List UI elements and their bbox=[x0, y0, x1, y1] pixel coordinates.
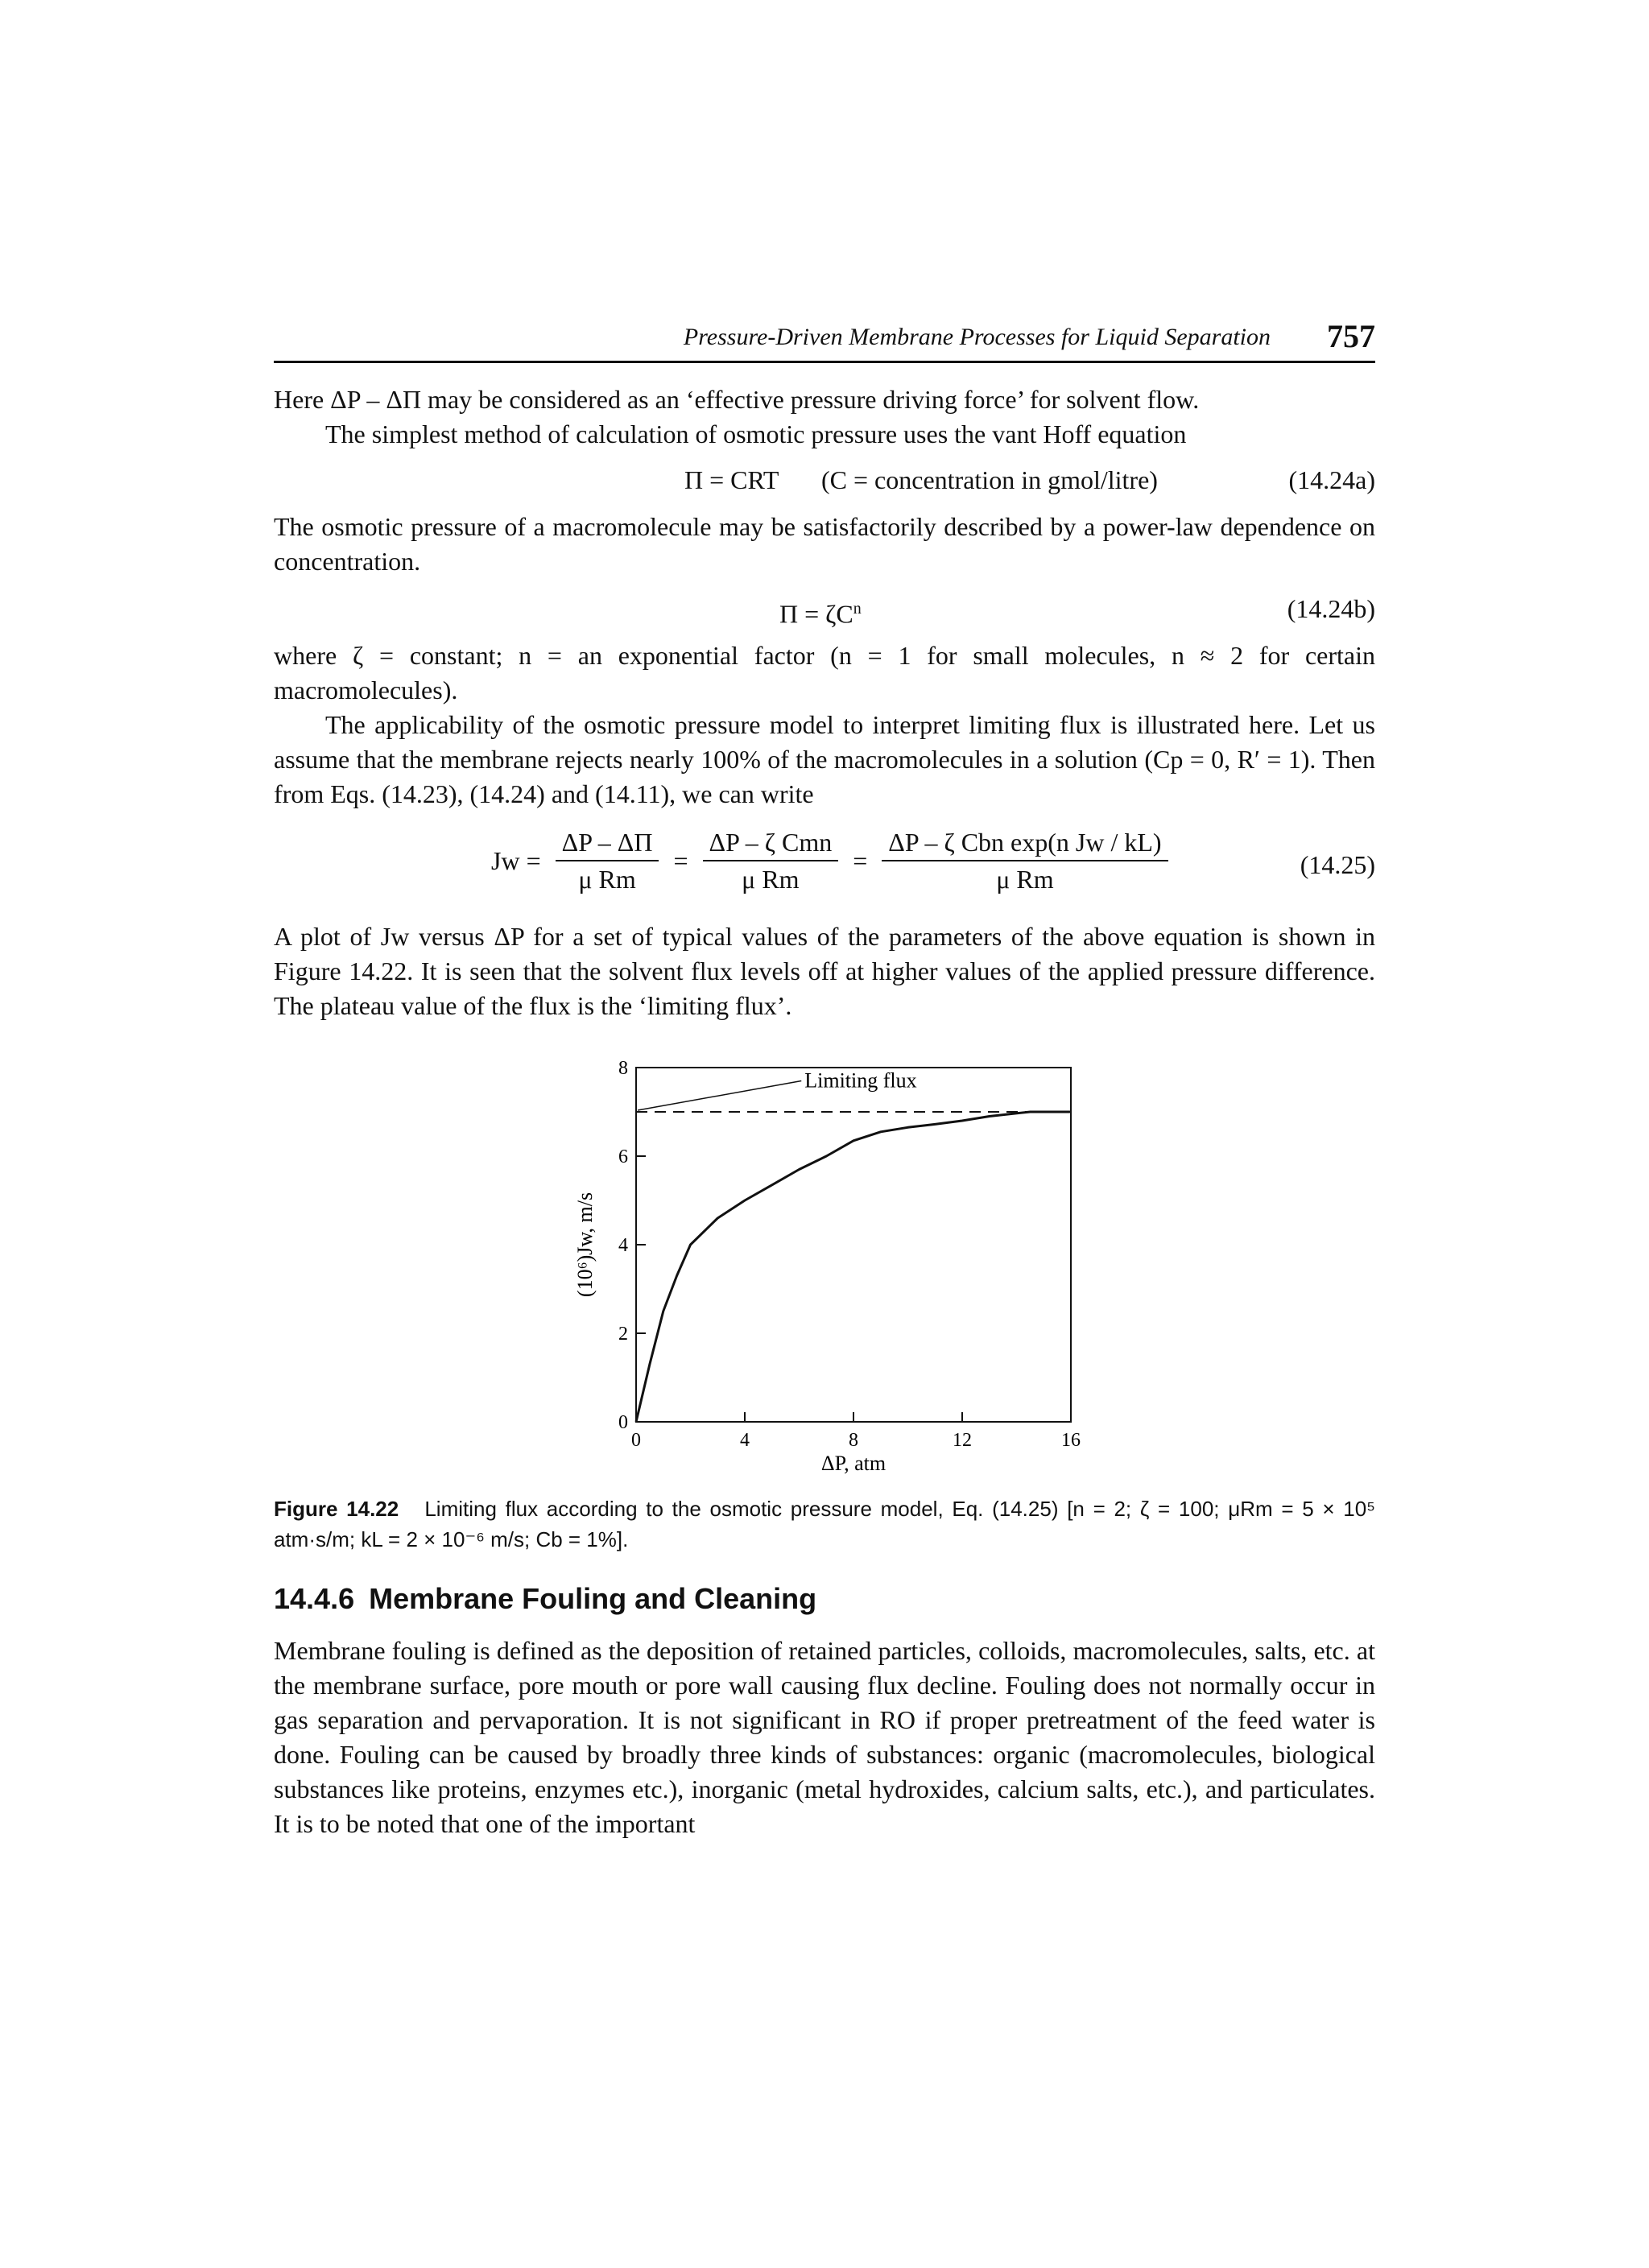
equation-14-24a bbox=[274, 461, 1375, 498]
eq-25-label: (14.25) bbox=[1300, 850, 1375, 879]
flux-curve bbox=[636, 1112, 1071, 1422]
eq-24b-lhs: Π = ζC bbox=[779, 599, 853, 629]
eq-24b-label: (14.24b) bbox=[1287, 594, 1375, 623]
x-axis-label: ΔP, atm bbox=[820, 1452, 886, 1475]
y-tick-label: 4 bbox=[618, 1235, 628, 1256]
running-title: Pressure-Driven Membrane Processes for Liquid Separation bbox=[683, 324, 1271, 350]
paragraph-2: The simplest method of calculation of osmotic pressure uses the vant Hoff equation bbox=[325, 419, 1187, 448]
y-tick-label: 0 bbox=[618, 1412, 628, 1433]
equation-14-24b bbox=[274, 590, 1375, 627]
y-tick-label: 8 bbox=[618, 1058, 628, 1079]
eq-24b-sup: n bbox=[853, 600, 862, 618]
figure-caption bbox=[274, 1493, 1375, 1555]
paragraph-5: The applicability of the osmotic pressure model to interpret limiting flux is illustrated here. Let us assume that the membrane rejects nearly 100% of the macromolecules in a solution (Cp = 0, R′ = 1). Then from Eqs. (14.23), (14.24) and (14.11), we can write bbox=[274, 710, 1375, 808]
section-title: Membrane Fouling and Cleaning bbox=[369, 1582, 817, 1615]
caption-label: Figure 14.22 bbox=[274, 1497, 399, 1521]
eq-25-lhs: Jw = bbox=[491, 846, 541, 875]
plot-frame bbox=[636, 1068, 1071, 1422]
y-tick-label: 6 bbox=[618, 1146, 628, 1167]
eq-25-fraction-2 bbox=[703, 826, 839, 895]
page-header bbox=[274, 319, 1375, 363]
page-number: 757 bbox=[1327, 318, 1375, 354]
x-tick-label: 4 bbox=[740, 1430, 750, 1451]
eq-25-fraction-1 bbox=[556, 826, 659, 895]
eq-25-f2-denominator: μ Rm bbox=[742, 865, 800, 894]
eq-25-f1-numerator: ΔP – ΔΠ bbox=[556, 826, 659, 861]
section-heading bbox=[274, 1582, 1375, 1616]
figure-14-22 bbox=[274, 1047, 1375, 1482]
x-tick-label: 8 bbox=[849, 1430, 858, 1451]
eq-24a-lhs: Π = CRT bbox=[684, 465, 779, 494]
eq-24a-note: (C = concentration in gmol/litre) bbox=[821, 465, 1158, 494]
eq-25-f2-numerator: ΔP – ζ Cmn bbox=[703, 826, 839, 861]
eq-25-fraction-3 bbox=[882, 826, 1168, 895]
annotation-label: Limiting flux bbox=[804, 1068, 917, 1093]
eq-25-f3-denominator: μ Rm bbox=[996, 865, 1054, 894]
annotation-leader bbox=[638, 1081, 801, 1111]
paragraph-6: A plot of Jw versus ΔP for a set of typical values of the parameters of the above equation is shown in Figure 14.22. It is seen that the solvent flux levels off at higher values of the applied pressure difference. The plateau value of the flux is the ‘limiting flux’. bbox=[274, 922, 1375, 1020]
paragraph-4: where ζ = constant; n = an exponential factor (n = 1 for small molecules, n ≈ 2 for certain macromolecules). bbox=[274, 641, 1375, 704]
page bbox=[274, 319, 1375, 1841]
x-tick-label: 16 bbox=[1061, 1430, 1081, 1451]
caption-text: Limiting flux according to the osmotic pressure model, Eq. (14.25) [n = 2; ζ = 100; μRm = 5 × 10⁵ atm·s/m; kL = 2 × 10⁻⁶ m/s; Cb = 1%]. bbox=[274, 1497, 1375, 1551]
paragraph-7: Membrane fouling is defined as the deposition of retained particles, colloids, macromolecules, salts, etc. at the membrane surface, pore mouth or pore wall causing flux decline. Fouling does not normally occur in gas separation and pervaporation. It is not significant in RO if proper pretreatment of the feed water is done. Fouling can be caused by broadly three kinds of substances: organic (macromolecules, biological substances like proteins, enzymes etc.), inorganic (metal hydroxides, calcium salts, etc.), and particulates. It is to be noted that one of the important bbox=[274, 1636, 1375, 1838]
x-tick-label: 0 bbox=[631, 1430, 641, 1451]
paragraph-1: Here ΔP – ΔΠ may be considered as an ‘effective pressure driving force’ for solvent flow. bbox=[274, 385, 1200, 414]
eq-24a-label: (14.24a) bbox=[1288, 465, 1375, 494]
x-tick-label: 12 bbox=[953, 1430, 972, 1451]
eq-25-f1-denominator: μ Rm bbox=[578, 865, 636, 894]
eq-25-f3-numerator: ΔP – ζ Cbn exp(n Jw / kL) bbox=[882, 826, 1168, 861]
flux-chart bbox=[274, 1047, 1375, 1482]
y-tick-label: 2 bbox=[618, 1324, 628, 1345]
equation-14-25: Jw = $\frac{\Delta P - \Delta\Pi}{\text{μ Rm}}$ = $\frac{\text{ΔP – ζ Cmn}}{\text{μ Rm}}$ = $\frac{\text{ΔP – ζ Cbn exp(n Jw / kL)}}{\text{μ Rm}}$ (14.25) bbox=[491, 828, 1375, 894]
paragraph-3: The osmotic pressure of a macromolecule may be satisfactorily described by a power-law dependence on concentration. bbox=[274, 512, 1375, 576]
y-axis-label: (10⁶)Jw, m/s bbox=[573, 1192, 597, 1298]
section-number: 14.4.6 bbox=[274, 1582, 355, 1615]
